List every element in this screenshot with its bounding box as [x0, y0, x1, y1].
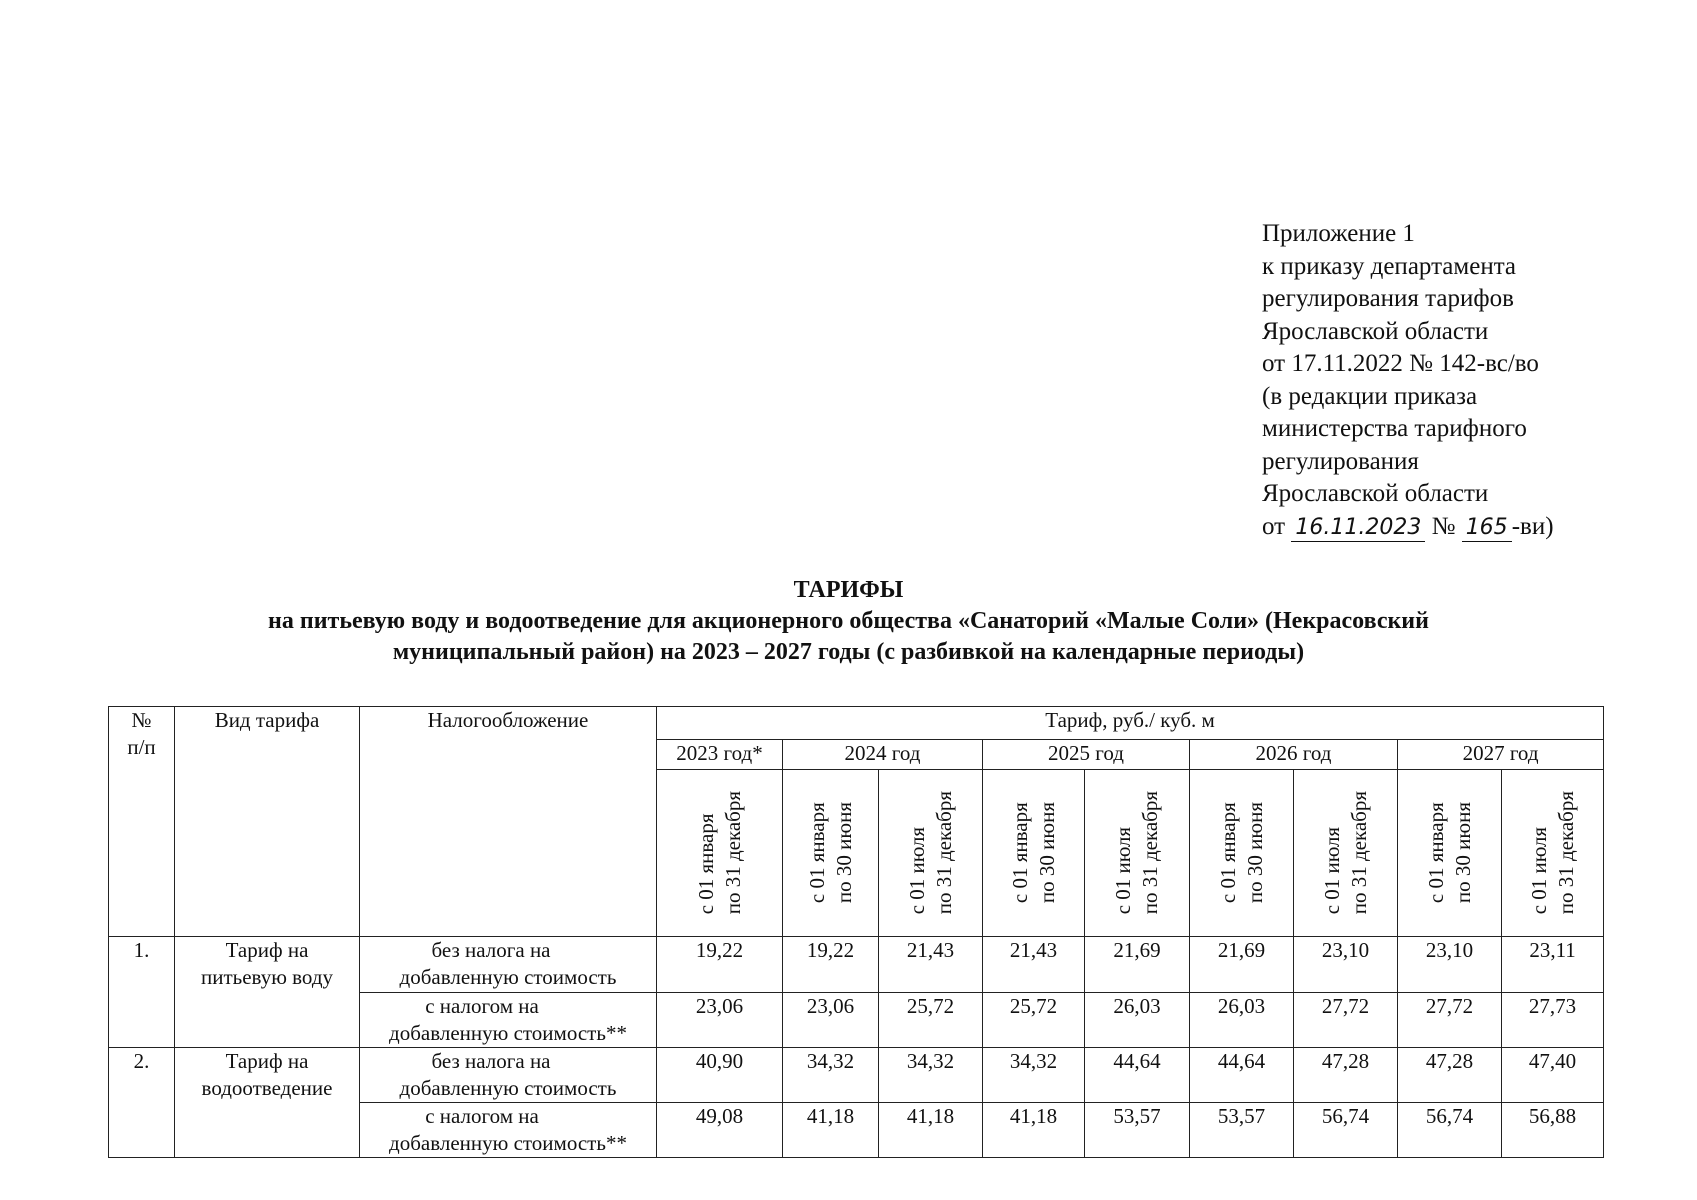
year-header: 2027 год [1398, 740, 1604, 770]
title-line-1: на питьевую воду и водоотведение для акционерного общества «Санаторий «Малые Соли» (Некрасовский [268, 608, 1429, 634]
tariff-value: 23,11 [1502, 937, 1604, 993]
tariff-value: 27,72 [1398, 993, 1502, 1048]
year-header: 2023 год* [657, 740, 783, 770]
tariff-value: 49,08 [657, 1103, 783, 1158]
tariff-value: 56,74 [1294, 1103, 1398, 1158]
row-number: 2. [109, 1048, 175, 1158]
header-tax: Налогообложение [360, 707, 657, 937]
appendix-line: к приказу департамента [1262, 252, 1517, 280]
tariff-value: 23,06 [657, 993, 783, 1048]
tariff-value: 53,57 [1085, 1103, 1190, 1158]
handwritten-number: 165 [1462, 515, 1512, 542]
header-tariff: Тариф, руб./ куб. м [657, 707, 1604, 740]
tariff-value: 56,88 [1502, 1103, 1604, 1158]
table-row [109, 937, 1604, 993]
period-header: с 01 января по 30 июня [983, 770, 1085, 937]
tariff-value: 53,57 [1190, 1103, 1294, 1158]
tariff-value: 21,43 [879, 937, 983, 993]
period-header: с 01 июля по 31 декабря [1502, 770, 1604, 937]
title-line-2: муниципальный район) на 2023 – 2027 годы (с разбивкой на календарные периоды) [392, 639, 1305, 665]
appendix-line: (в редакции приказа [1262, 382, 1478, 410]
tariff-value: 19,22 [657, 937, 783, 993]
appendix-line: Приложение 1 [1262, 220, 1415, 247]
tariff-value: 21,43 [983, 937, 1085, 993]
period-header: с 01 января по 30 июня [1398, 770, 1502, 937]
document-title [0, 575, 1697, 668]
appendix-from: от [1262, 512, 1286, 540]
taxation-cell: с налогом на добавленную стоимость** [360, 993, 657, 1048]
row-number: 1. [109, 937, 175, 1048]
appendix-header [1262, 218, 1554, 543]
tariff-value: 25,72 [983, 993, 1085, 1048]
table-row [109, 1048, 1604, 1103]
appendix-line: регулирования [1262, 447, 1419, 475]
taxation-cell: с налогом на добавленную стоимость** [360, 1103, 657, 1158]
tariff-kind: Тариф на питьевую воду [175, 937, 360, 1048]
order-suffix: -ви) [1511, 512, 1554, 540]
tariff-value: 34,32 [983, 1048, 1085, 1103]
tariff-value: 23,10 [1398, 937, 1502, 993]
tariff-value: 34,32 [783, 1048, 879, 1103]
period-header: с 01 июля по 31 декабря [879, 770, 983, 937]
header-kind: Вид тарифа [175, 707, 360, 937]
tariff-value: 40,90 [657, 1048, 783, 1103]
year-header: 2024 год [783, 740, 983, 770]
tariff-value: 47,28 [1294, 1048, 1398, 1103]
tariff-value: 47,40 [1502, 1048, 1604, 1103]
tariff-value: 56,74 [1398, 1103, 1502, 1158]
period-header: с 01 июля по 31 декабря [1085, 770, 1190, 937]
tariff-value: 27,73 [1502, 993, 1604, 1048]
appendix-line: Ярославской области [1262, 480, 1489, 507]
tariff-value: 41,18 [983, 1103, 1085, 1158]
period-header: с 01 июля по 31 декабря [1294, 770, 1398, 937]
tariff-kind: Тариф на водоотведение [175, 1048, 360, 1158]
period-header: с 01 января по 30 июня [1190, 770, 1294, 937]
appendix-last-line [1262, 511, 1554, 544]
tariff-value: 23,10 [1294, 937, 1398, 993]
year-header: 2025 год [983, 740, 1190, 770]
tariff-value: 25,72 [879, 993, 983, 1048]
tariff-value: 41,18 [879, 1103, 983, 1158]
tariff-value: 26,03 [1085, 993, 1190, 1048]
tariff-value: 34,32 [879, 1048, 983, 1103]
header-num: № п/п [109, 707, 175, 937]
tariff-value: 44,64 [1190, 1048, 1294, 1103]
period-header: с 01 января по 31 декабря [657, 770, 783, 937]
tariff-value: 23,06 [783, 993, 879, 1048]
tariff-value: 26,03 [1190, 993, 1294, 1048]
tariff-value: 21,69 [1190, 937, 1294, 993]
handwritten-date: 16.11.2023 [1291, 515, 1425, 542]
taxation-cell: без налога на добавленную стоимость [360, 1048, 657, 1103]
number-sign: № [1431, 512, 1456, 540]
tariff-table [108, 706, 1604, 1158]
tariff-value: 21,69 [1085, 937, 1190, 993]
appendix-line: министерства тарифного [1262, 415, 1527, 442]
appendix-line: регулирования тарифов [1262, 285, 1514, 312]
title-heading: ТАРИФЫ [793, 577, 904, 603]
tariff-value: 44,64 [1085, 1048, 1190, 1103]
appendix-line: Ярославской области [1262, 317, 1489, 345]
tariff-value: 41,18 [783, 1103, 879, 1158]
tariff-value: 19,22 [783, 937, 879, 993]
tariff-value: 47,28 [1398, 1048, 1502, 1103]
taxation-cell: без налога на добавленную стоимость [360, 937, 657, 993]
period-header: с 01 января по 30 июня [783, 770, 879, 937]
year-header: 2026 год [1190, 740, 1398, 770]
appendix-line: от 17.11.2022 № 142-вс/во [1262, 350, 1539, 377]
tariff-value: 27,72 [1294, 993, 1398, 1048]
